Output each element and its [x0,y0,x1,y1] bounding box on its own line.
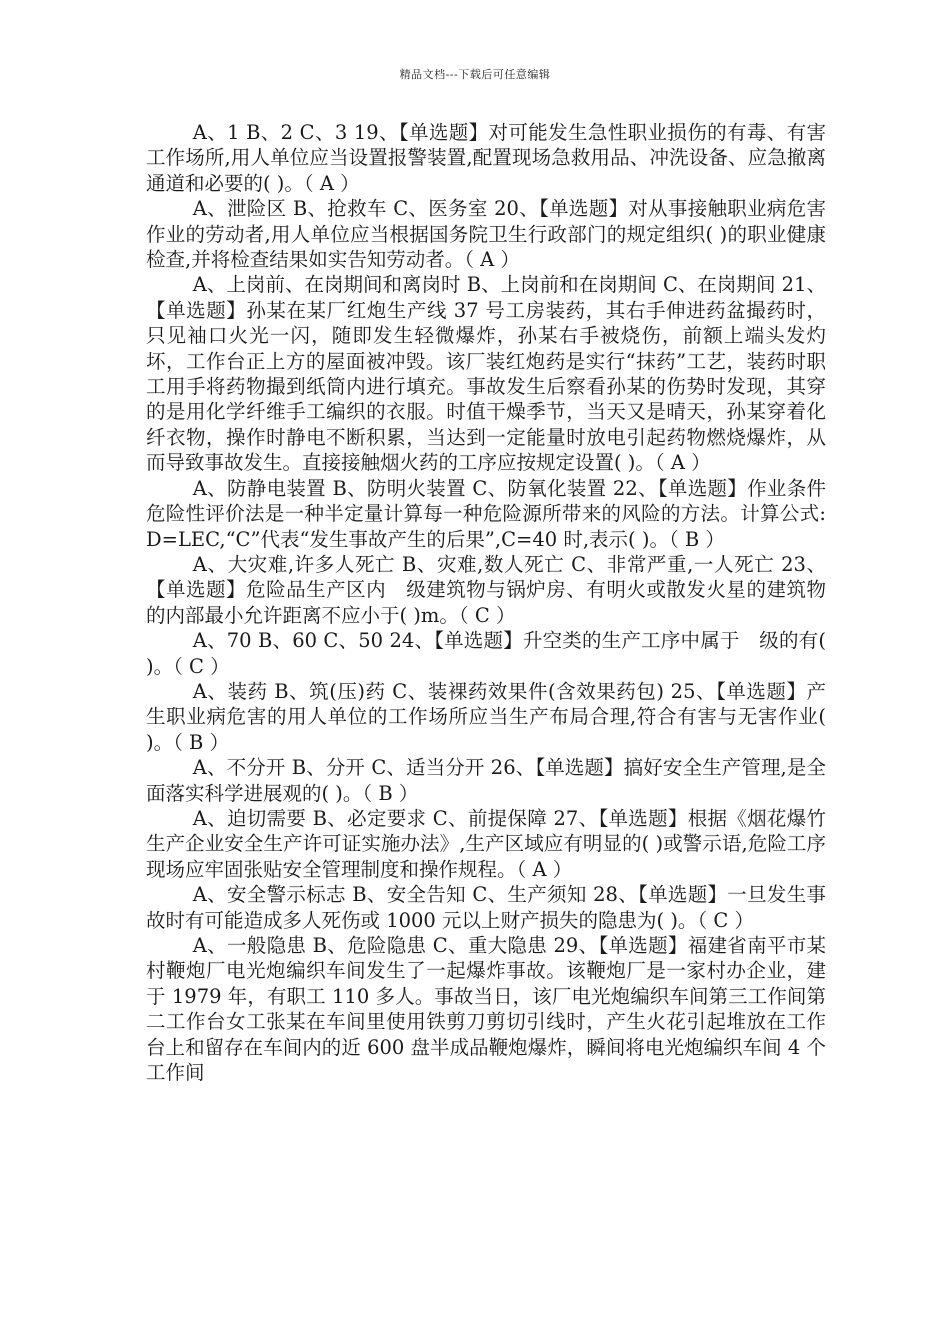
document-body [146,120,826,1085]
paragraph-5: A、大灾难,许多人死亡 B、灾难,数人死亡 C、非常严重,一人死亡 23、【单选题】危险品生产区内 级建筑物与锅炉房、有明火或散发火星的建筑物的内部最小允许距离不应小于( )m。（ C ） [146,552,826,627]
paragraph-1: A、1 B、2 C、3 19、【单选题】对可能发生急性职业损伤的有毒、有害工作场所,用人单位应当设置报警装置,配置现场急救用品、冲洗设备、应急撤离通道和必要的( )。（ A ） [146,121,826,195]
paragraph-9: A、迫切需要 B、必定要求 C、前提保障 27、【单选题】根据《烟花爆竹生产企业安全生产许可证实施办法》,生产区域应有明显的( )或警示语,危险工序现场应牢固张贴安全管理制度和操作规程。（ A ） [146,806,826,881]
paragraph-2: A、泄险区 B、抢救车 C、医务室 20、【单选题】对从事接触职业病危害作业的劳动者,用人单位应当根据国务院卫生行政部门的规定组织( )的职业健康检查,并将检查结果如实告知劳动者。（ A ） [146,197,826,272]
paragraph-3: A、上岗前、在岗期间和离岗时 B、上岗前和在岗期间 C、在岗期间 21、【单选题】孙某在某厂红炮生产线 37 号工房装药，其右手伸进药盆撮药时，只见袖口火光一闪，随即发生轻微爆炸，孙某右手被烧伤，前额上端头发灼坏，工作台正上方的屋面被冲毁。该厂装红炮药是实行“抹药”工艺，装药时职工用手将药物撮到纸筒内进行填充。事故发生后察看孙某的伤势时发现，其穿的是用化学纤维手工编织的衣服。时值干燥季节，当天又是晴天，孙某穿着化纤衣物，操作时静电不断积累，当达到一定能量时放电引起药物燃烧爆炸，从而导致事故发生。直接接触烟火药的工序应按规定设置( )。（ A ） [146,273,826,475]
paragraph-4: A、防静电装置 B、防明火装置 C、防氧化装置 22、【单选题】作业条件危险性评价法是一种半定量计算每一种危险源所带来的风险的方法。计算公式:D=LEC,“C”代表“发生事故产生的后果”,C=40 时,表示( )。（ B ） [146,476,826,551]
paragraph-8: A、不分开 B、分开 C、适当分开 26、【单选题】搞好安全生产管理,是全面落实科学进展观的( )。（ B ） [146,756,826,805]
paragraph-10: A、安全警示标志 B、安全告知 C、生产须知 28、【单选题】一旦发生事故时有可能造成多人死伤或 1000 元以上财产损失的隐患为( )。（ C ） [146,883,826,932]
paragraph-7: A、装药 B、筑(压)药 C、装裸药效果件(含效果药包) 25、【单选题】产生职业病危害的用人单位的工作场所应当生产布局合理,符合有害与无害作业( )。（ B ） [146,679,826,754]
paragraph-6: A、70 B、60 C、50 24、【单选题】升空类的生产工序中属于 级的有( )。（ C ） [146,629,826,678]
paragraph-11: A、一般隐患 B、危险隐患 C、重大隐患 29、【单选题】福建省南平市某村鞭炮厂电光炮编织车间发生了一起爆炸事故。该鞭炮厂是一家村办企业，建于 1979 年，有职工 110 多人。事故当日，该厂电光炮编织车间第三工作间第二工作台女工张某在车间里使用铁剪刀剪切引线时，产生火花引起堆放在工作台上和留存在车间内的近 600 盘半成品鞭炮爆炸，瞬间将电光炮编织车间 4 个工作间 [146,934,826,1085]
page-header: 精品文档---下载后可任意编辑 [399,68,551,81]
